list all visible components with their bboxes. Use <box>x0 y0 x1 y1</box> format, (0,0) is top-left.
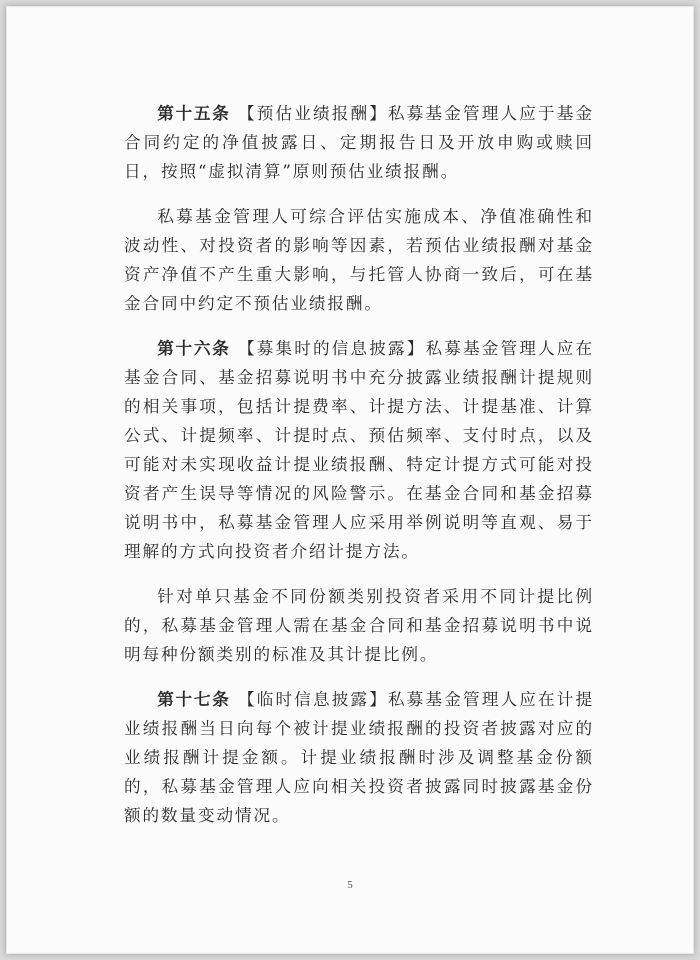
document-body <box>124 99 594 830</box>
article-17-paragraph <box>124 685 594 830</box>
page-number: 5 <box>347 879 353 891</box>
article-17-text: 【临时信息披露】私募基金管理人应在计提业绩报酬当日向每个被计提业绩报酬的投资者披露对应的业绩报酬计提金额。计提业绩报酬时涉及调整基金份额的，私募基金管理人应向相关投资者披露同时披露基金份额的数量变动情况。 <box>124 690 594 825</box>
article-16-supplement-paragraph <box>124 582 594 669</box>
article-15-supplement-text: 私募基金管理人可综合评估实施成本、净值准确性和波动性、对投资者的影响等因素，若预估业绩报酬对基金资产净值不产生重大影响，与托管人协商一致后，可在基金合同中约定不预估业绩报酬。 <box>124 207 594 313</box>
article-16-number: 第十六条 <box>157 339 231 358</box>
article-16-text: 【募集时的信息披露】私募基金管理人应在基金合同、基金招募说明书中充分披露业绩报酬计提规则的相关事项，包括计提费率、计提方法、计提基准、计算公式、计提频率、计提时点、预估频率、支付时点，以及可能对未实现收益计提业绩报酬、特定计提方式可能对投资者产生误导等情况的风险警示。在基金合同和基金招募说明书中，私募基金管理人应采用举例说明等直观、易于理解的方式向投资者介绍计提方法。 <box>124 339 594 561</box>
article-15-supplement-paragraph <box>124 202 594 318</box>
article-17-number: 第十七条 <box>157 690 231 709</box>
article-16-paragraph <box>124 334 594 566</box>
article-15-number: 第十五条 <box>157 104 231 123</box>
article-15-text: 【预估业绩报酬】私募基金管理人应于基金合同约定的净值披露日、定期报告日及开放申购或赎回日，按照“虚拟清算”原则预估业绩报酬。 <box>124 104 594 181</box>
article-15-paragraph <box>124 99 594 186</box>
document-page <box>6 6 694 954</box>
article-16-supplement-text: 针对单只基金不同份额类别投资者采用不同计提比例的，私募基金管理人需在基金合同和基金招募说明书中说明每种份额类别的标准及其计提比例。 <box>124 587 594 664</box>
